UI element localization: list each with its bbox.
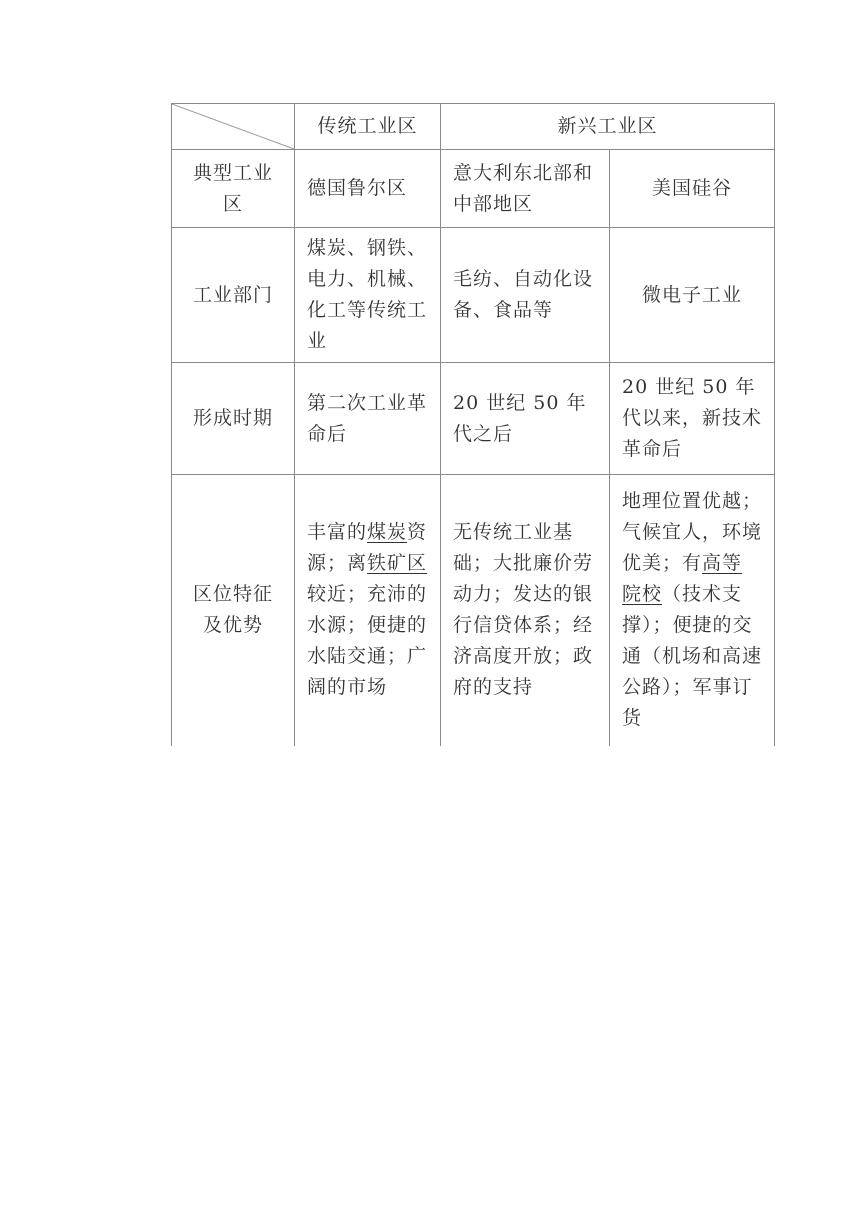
cell-period-silicon: 20 世纪 50 年代以来，新技术革命后 [610,363,775,475]
header-traditional: 传统工业区 [295,104,441,150]
header-row [172,104,775,150]
cell-typical-italy: 意大利东北部和中部地区 [441,150,610,228]
cell-period-italy: 20 世纪 50 年代之后 [441,363,610,475]
cell-advantages-silicon [610,475,775,746]
row-typical [172,150,775,228]
ruhr-text-3: 较近；充沛的水源；便捷的水陆交通；广阔的市场 [307,583,428,699]
cell-sectors-italy: 毛纺、自动化设备、食品等 [441,228,610,363]
row-advantages [172,475,775,746]
cell-typical-silicon: 美国硅谷 [610,150,775,228]
ruhr-text-1: 丰富的 [307,521,368,544]
header-emerging: 新兴工业区 [441,104,775,150]
ruhr-text-2: 资源；离 [307,521,428,575]
row-label-sectors: 工业部门 [172,228,295,363]
silicon-underlined-universities: 高等院校 [622,552,743,606]
row-label-advantages: 区位特征及优势 [172,475,295,746]
corner-cell [172,104,295,150]
industrial-regions-table [171,103,775,746]
cell-period-ruhr: 第二次工业革命后 [295,363,441,475]
silicon-text-2: （技术支撑）；便捷的交通（机场和高速公路）；军事订货 [622,583,763,730]
cell-typical-ruhr: 德国鲁尔区 [295,150,441,228]
ruhr-underlined-iron-ore: 铁矿区 [367,552,428,575]
cell-sectors-silicon: 微电子工业 [610,228,775,363]
ruhr-underlined-coal: 煤炭 [367,521,408,544]
row-sectors [172,228,775,363]
cell-advantages-ruhr [295,475,441,746]
row-label-period: 形成时期 [172,363,295,475]
cell-advantages-italy: 无传统工业基础；大批廉价劳动力；发达的银行信贷体系；经济高度开放；政府的支持 [441,475,610,746]
diagonal-divider [172,104,294,149]
cell-sectors-ruhr: 煤炭、钢铁、电力、机械、化工等传统工业 [295,228,441,363]
row-label-typical: 典型工业区 [172,150,295,228]
silicon-text-1: 地理位置优越；气候宜人，环境优美；有 [622,490,763,575]
row-period [172,363,775,475]
